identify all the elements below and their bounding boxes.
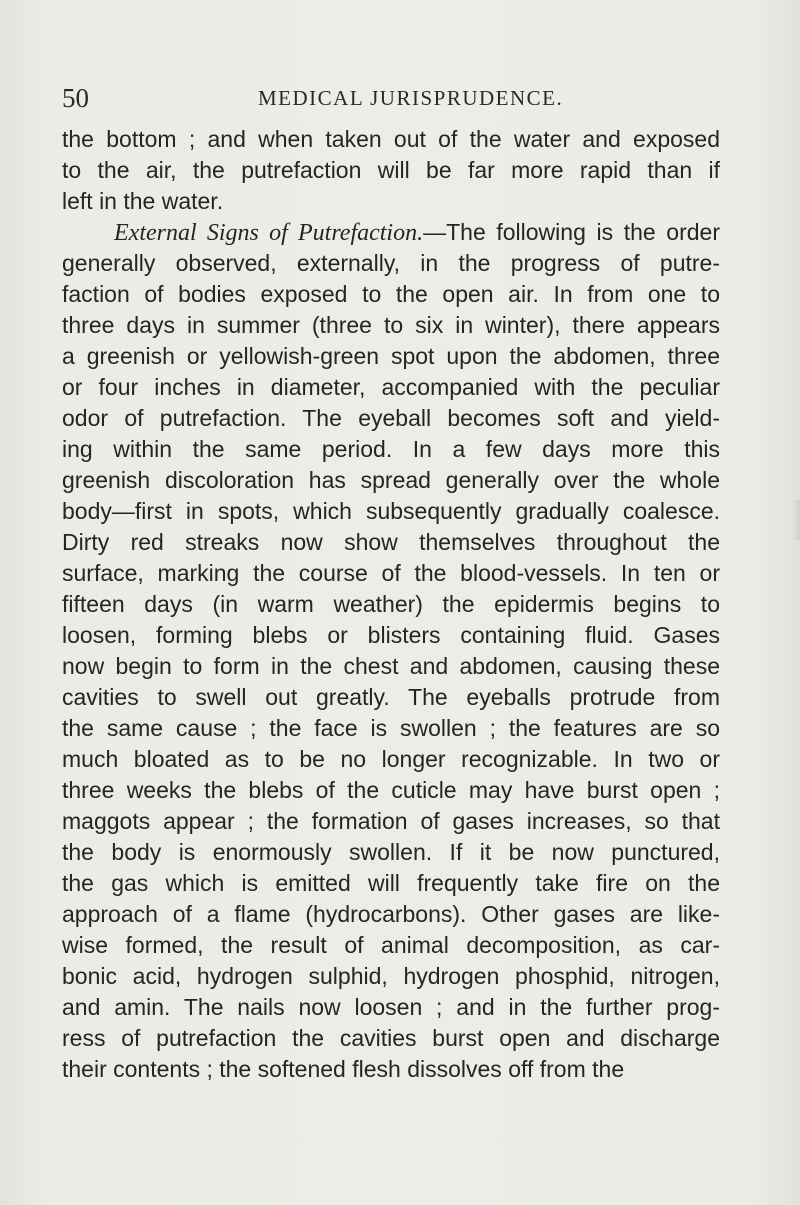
text-line: fifteen days (in warm weather) the epidermis begins to — [62, 591, 720, 617]
text-line: surface, marking the course of the blood-vessels. In ten or — [62, 560, 720, 586]
text-line: faction of bodies exposed to the open air. In from one to — [62, 281, 720, 307]
text-line: the body is enormously swollen. If it be now punctured, — [62, 839, 720, 865]
text-line: bonic acid, hydrogen sulphid, hydrogen phosphid, nitrogen, — [62, 963, 720, 989]
page-number: 50 — [62, 83, 89, 113]
text-line: left in the water. — [62, 188, 224, 214]
page-edge-shadow — [792, 500, 800, 540]
text-line: their contents ; the softened flesh dissolves off from the — [62, 1056, 625, 1082]
text-line: three weeks the blebs of the cuticle may have burst open ; — [62, 777, 720, 803]
text-line: generally observed, externally, in the progress of putre- — [62, 250, 720, 276]
running-head: MEDICAL JURISPRUDENCE. — [258, 86, 564, 110]
text-line: greenish discoloration has spread generally over the whole — [62, 467, 720, 493]
text-line: the gas which is emitted will frequently take fire on the — [62, 870, 720, 896]
text-line: three days in summer (three to six in winter), there appears — [62, 312, 720, 338]
text-line: the bottom ; and when taken out of the water and exposed — [62, 126, 720, 152]
section-heading: External Signs of Putrefaction. — [114, 220, 424, 246]
text-line: and amin. The nails now loosen ; and in the further prog- — [62, 994, 720, 1020]
text-line: maggots appear ; the formation of gases increases, so that — [62, 808, 720, 834]
opening-line-text: —The following is the order — [423, 219, 720, 245]
page-header — [62, 80, 722, 116]
text-line: Dirty red streaks now show themselves throughout the — [62, 529, 720, 555]
body-text — [62, 124, 720, 1085]
text-line: odor of putrefaction. The eyeball becomes soft and yield- — [62, 405, 720, 431]
text-line: much bloated as to be no longer recognizable. In two or — [62, 746, 720, 772]
text-line: cavities to swell out greatly. The eyeballs protrude from — [62, 684, 720, 710]
text-line: body—first in spots, which subsequently gradually coalesce. — [62, 498, 720, 524]
text-line: loosen, forming blebs or blisters containing fluid. Gases — [62, 622, 720, 648]
text-line: to the air, the putrefaction will be far more rapid than if — [62, 157, 720, 183]
text-line: or four inches in diameter, accompanied with the peculiar — [62, 374, 720, 400]
paragraph-opening-line — [62, 217, 720, 248]
text-line: a greenish or yellowish-green spot upon the abdomen, three — [62, 343, 720, 369]
text-line: ing within the same period. In a few days more this — [62, 436, 720, 462]
text-line: ress of putrefaction the cavities burst open and discharge — [62, 1025, 720, 1051]
text-line: now begin to form in the chest and abdomen, causing these — [62, 653, 720, 679]
text-line: the same cause ; the face is swollen ; the features are so — [62, 715, 720, 741]
text-line: wise formed, the result of animal decomposition, as car- — [62, 932, 720, 958]
text-line: approach of a flame (hydrocarbons). Other gases are like- — [62, 901, 720, 927]
